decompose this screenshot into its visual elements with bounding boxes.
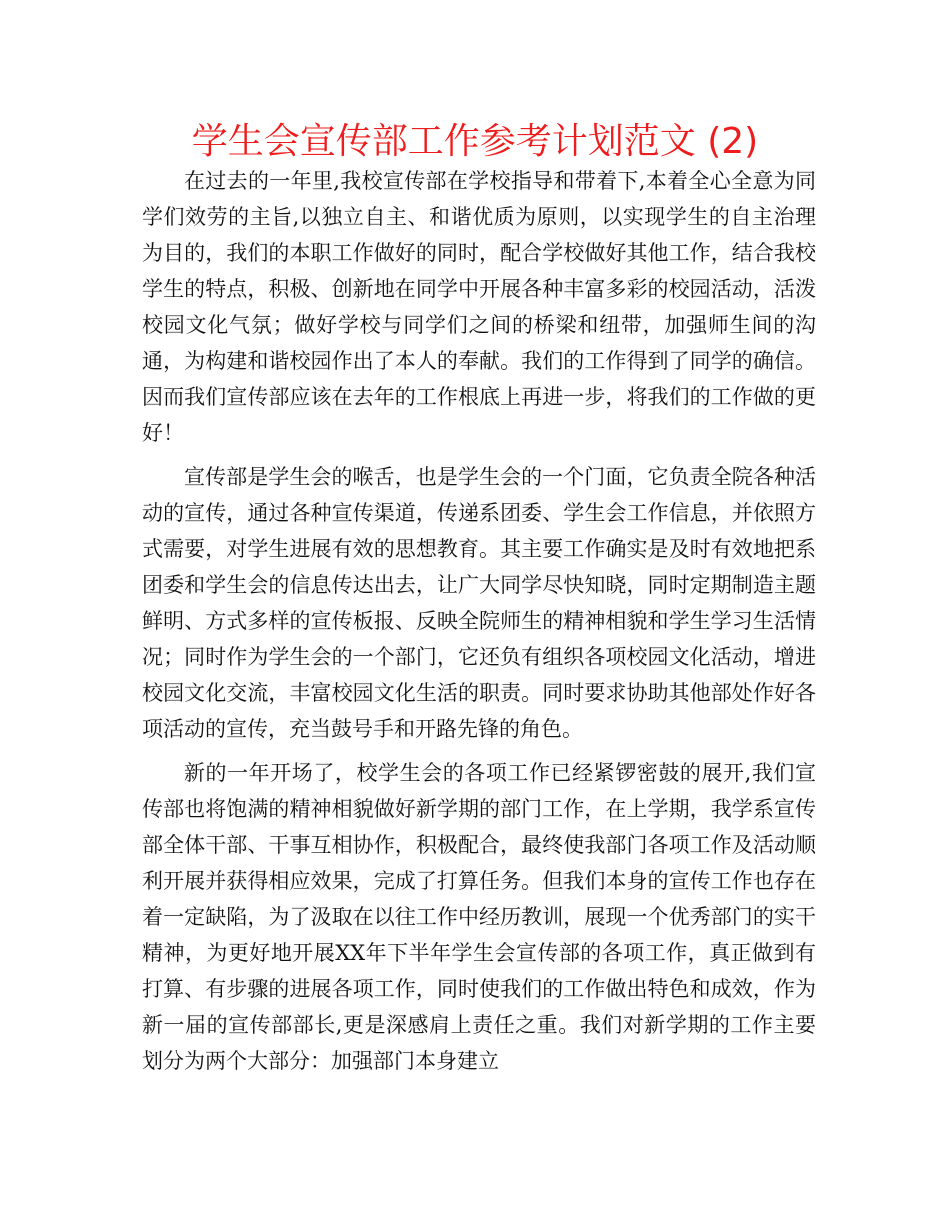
paragraph-1: 在过去的一年里,我校宣传部在学校指导和带着下,本着全心全意为同学们效劳的主旨,以独立自主、和谐优质为原则，以实现学生的自主治理为目的，我们的本职工作做好的同时，配合学校做好其他工作，结合我校学生的特点，积极、创新地在同学中开展各种丰富多彩的校园活动，活泼校园文化气氛；做好学校与同学们之间的桥梁和纽带，加强师生间的沟通，为构建和谐校园作出了本人的奉献。我们的工作得到了同学的确信。因而我们宣传部应该在去年的工作根底上再进一步，将我们的工作做的更好！ [142, 169, 816, 445]
paragraph-2: 宣传部是学生会的喉舌，也是学生会的一个门面，它负责全院各种活动的宣传，通过各种宣传渠道，传递系团委、学生会工作信息，并依照方式需要，对学生进展有效的思想教育。其主要工作确实是及时有效地把系团委和学生会的信息传达出去，让广大同学尽快知晓，同时定期制造主题鲜明、方式多样的宣传板报、反映全院师生的精神相貌和学生学习生活情况；同时作为学生会的一个部门，它还负有组织各项校园文化活动，增进校园文化交流，丰富校园文化生活的职责。同时要求协助其他部处作好各项活动的宣传，充当鼓号手和开路先锋的角色。 [142, 465, 816, 741]
document-title: 学生会宣传部工作参考计划范文 (2) [191, 121, 759, 162]
paragraph-3: 新的一年开场了，校学生会的各项工作已经紧锣密鼓的展开,我们宣传部也将饱满的精神相貌做好新学期的部门工作，在上学期，我学系宣传部全体干部、干事互相协作，积极配合，最终使我部门各项工作及活动顺利开展并获得相应效果，完成了打算任务。但我们本身的宣传工作也存在着一定缺陷，为了汲取在以往工作中经历教训，展现一个优秀部门的实干精神，为更好地开展XX年下半年学生会宣传部的各项工作，真正做到有打算、有步骤的进展各项工作，同时使我们的工作做出特色和成效，作为新一届的宣传部部长,更是深感肩上责任之重。我们对新学期的工作主要划分为两个大部分：加强部门本身建立 [142, 761, 816, 1073]
document-body [142, 163, 816, 1087]
